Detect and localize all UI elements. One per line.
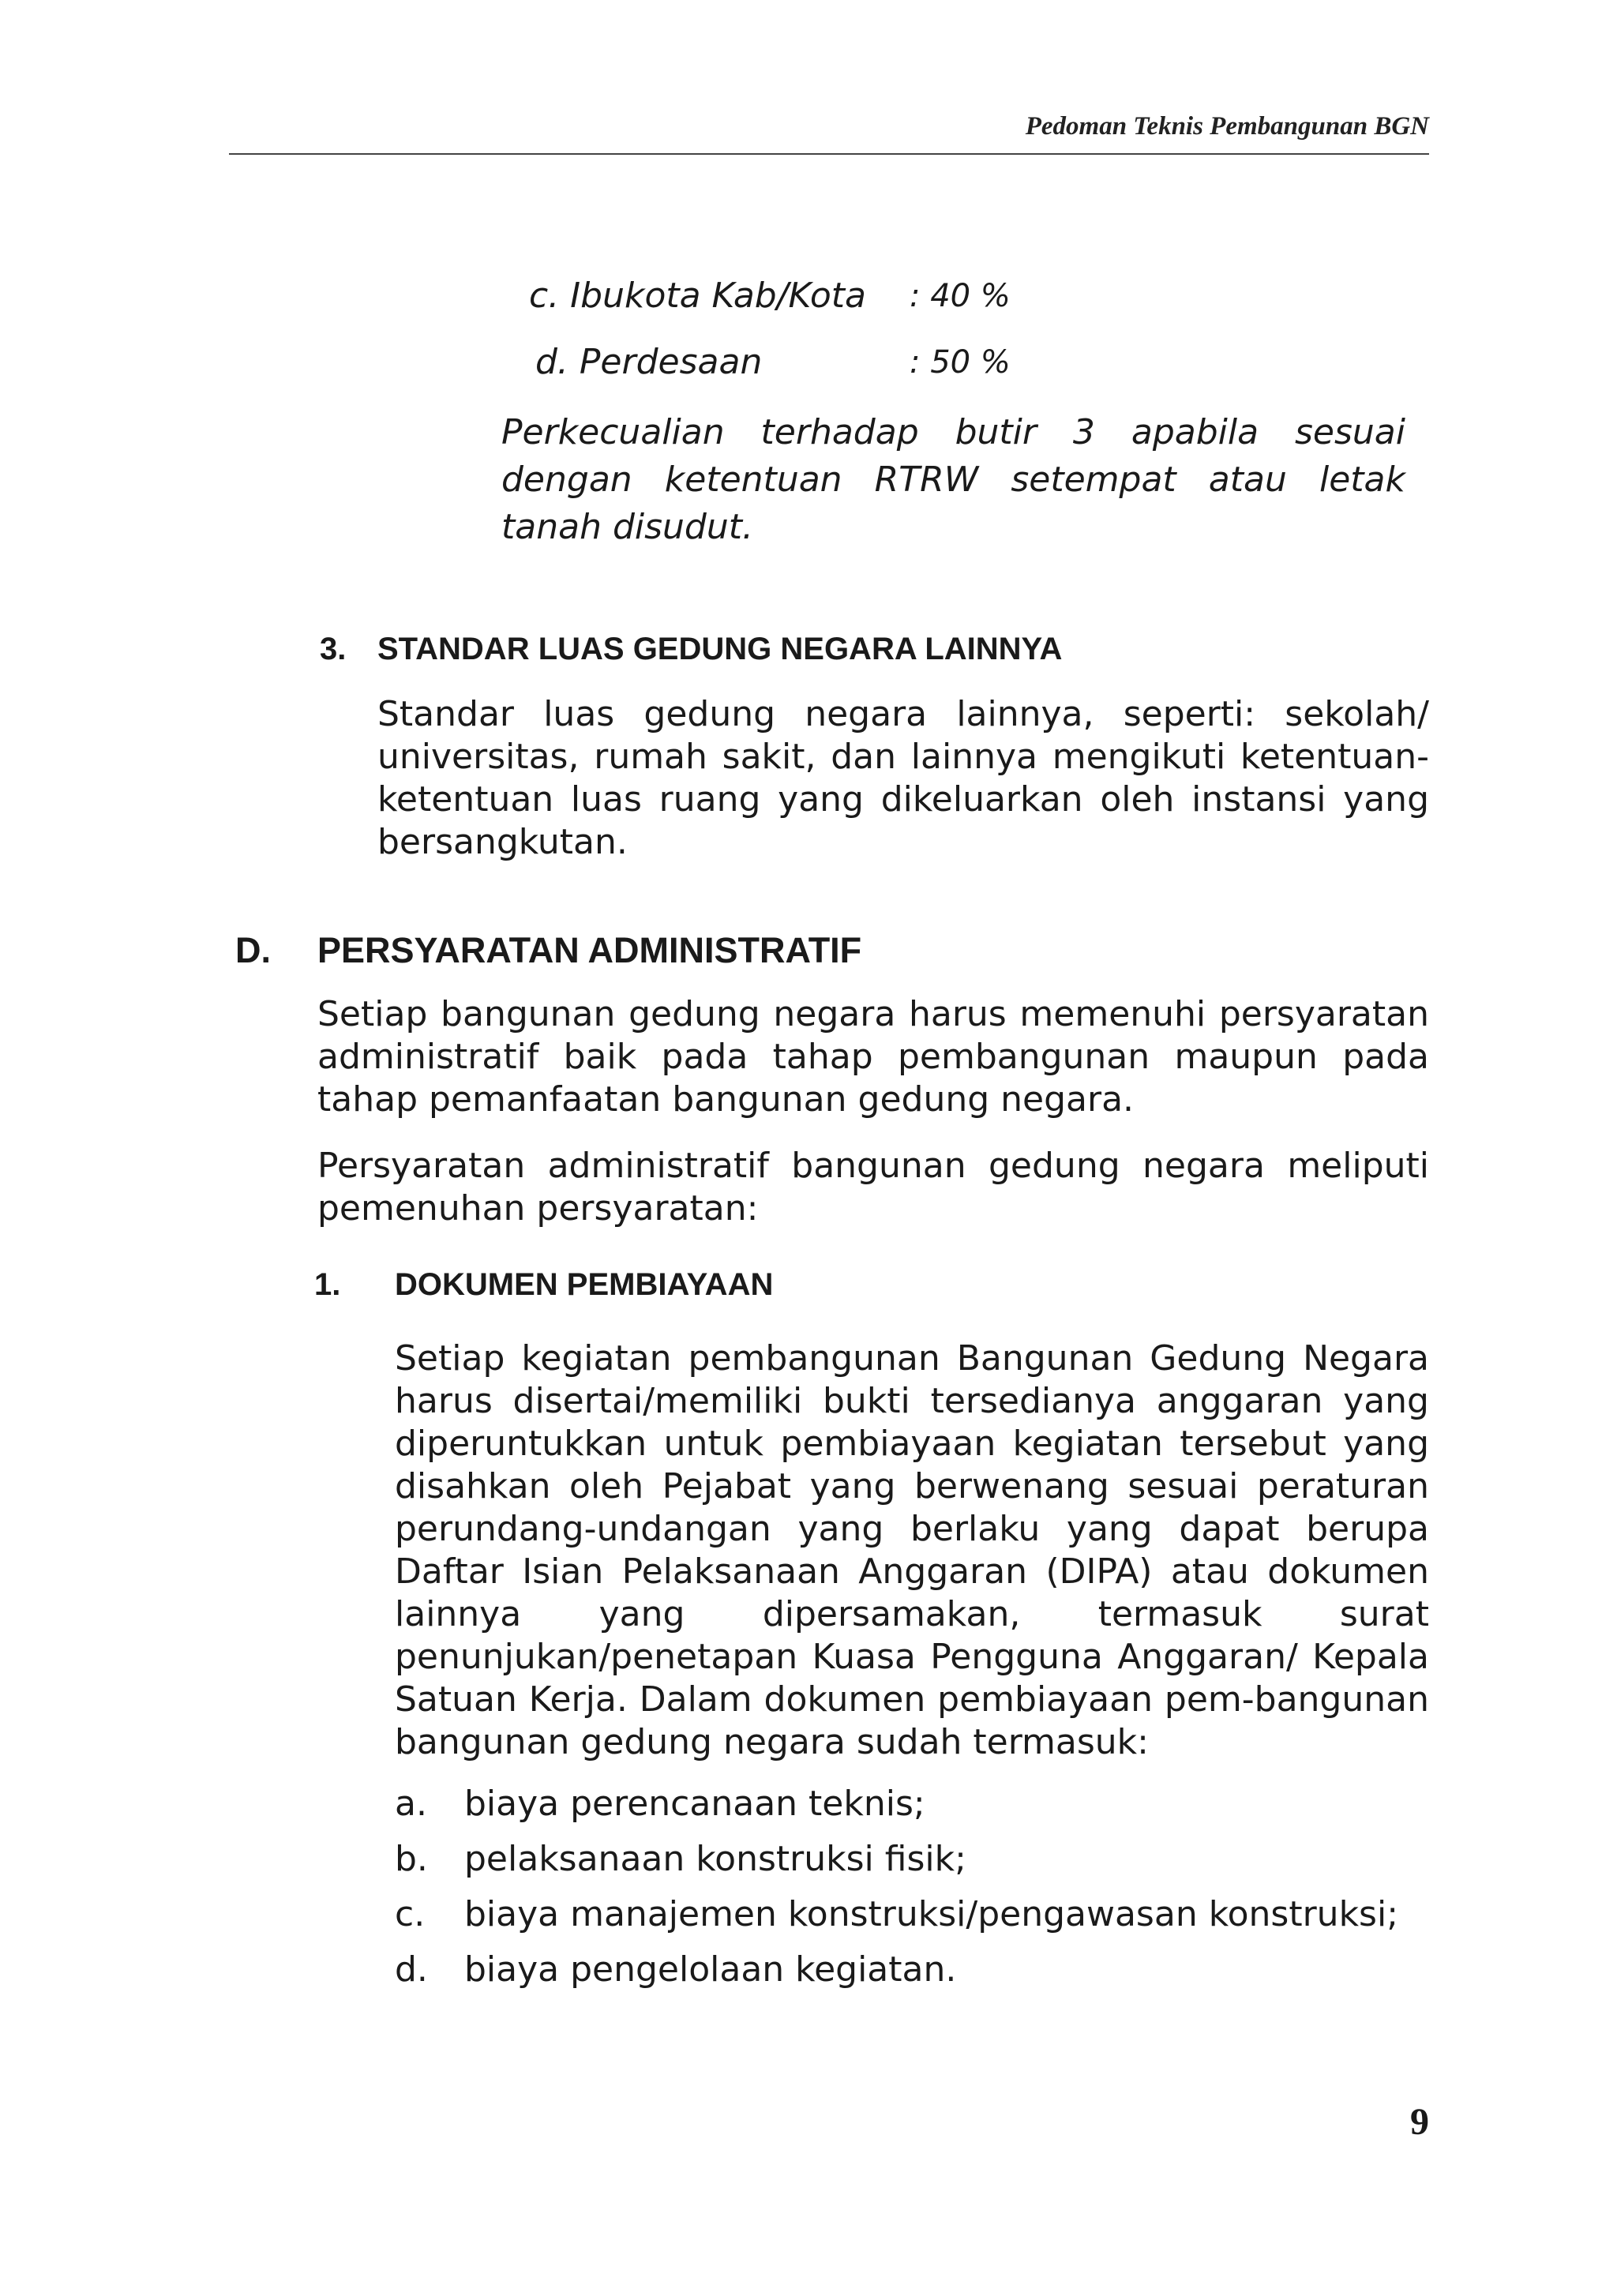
subsection1-number: 1. <box>314 1267 341 1302</box>
sectionD-paragraph-1: Setiap bangunan gedung negara harus memenuhi persyaratan administratif baik pada tahap pembangunan maupun pada tahap pemanfaatan bangunan gedung negara. <box>317 994 1429 1120</box>
sectionD-title: PERSYARATAN ADMINISTRATIF <box>317 930 862 970</box>
header-rule <box>229 153 1429 155</box>
list-item-b-letter: b. <box>395 1839 428 1879</box>
coverage-label-c: c. Ibukota Kab/Kota <box>529 276 866 316</box>
coverage-value-c: : 40 % <box>910 278 1011 314</box>
list-item-c-text: biaya manajemen konstruksi/pengawasan konstruksi; <box>464 1894 1399 1934</box>
coverage-label-d: d. Perdesaan <box>535 342 763 382</box>
coverage-value-d: : 50 % <box>910 344 1011 381</box>
subsection1-title: DOKUMEN PEMBIAYAAN <box>395 1267 774 1302</box>
list-item-a-text: biaya perencanaan teknis; <box>464 1784 925 1824</box>
section3-title: STANDAR LUAS GEDUNG NEGARA LAINNYA <box>377 632 1063 666</box>
list-item-c-letter: c. <box>395 1894 426 1934</box>
sectionD-letter: D. <box>235 930 271 970</box>
section3-paragraph: Standar luas gedung negara lainnya, seperti: sekolah/ universitas, rumah sakit, dan lainnya mengikuti ketentuan-ketentuan luas ruang yang dikeluarkan oleh instansi yang bersangkutan. <box>377 694 1429 862</box>
running-header: Pedoman Teknis Pembangunan BGN <box>1025 112 1429 141</box>
page-number: 9 <box>1410 2101 1429 2143</box>
subsection1-paragraph: Setiap kegiatan pembangunan Bangunan Gedung Negara harus disertai/memiliki bukti tersedianya anggaran yang diperuntukkan untuk pembiayaan kegiatan tersebut yang disahkan oleh Pejabat yang berwenang sesuai peraturan perundang-undangan yang berlaku yang dapat berupa Daftar Isian Pelaksanaan Anggaran (DIPA) atau dokumen lainnya yang dipersamakan, termasuk surat penunjukan/penetapan Kuasa Pengguna Anggaran/ Kepala Satuan Kerja. Dalam dokumen pembiayaan pem-bangunan bangunan gedung negara sudah termasuk: <box>395 1338 1429 1762</box>
section3-number: 3. <box>320 632 347 666</box>
list-item-d-letter: d. <box>395 1949 428 1990</box>
list-item-a-letter: a. <box>395 1784 427 1824</box>
list-item-b-text: pelaksanaan konstruksi fisik; <box>464 1839 966 1879</box>
coverage-note: Perkecualian terhadap butir 3 apabila sesuai dengan ketentuan RTRW setempat atau letak tanah disudut. <box>501 412 1405 547</box>
list-item-d-text: biaya pengelolaan kegiatan. <box>464 1949 957 1990</box>
sectionD-paragraph-2: Persyaratan administratif bangunan gedung negara meliputi pemenuhan persyaratan: <box>317 1146 1429 1229</box>
